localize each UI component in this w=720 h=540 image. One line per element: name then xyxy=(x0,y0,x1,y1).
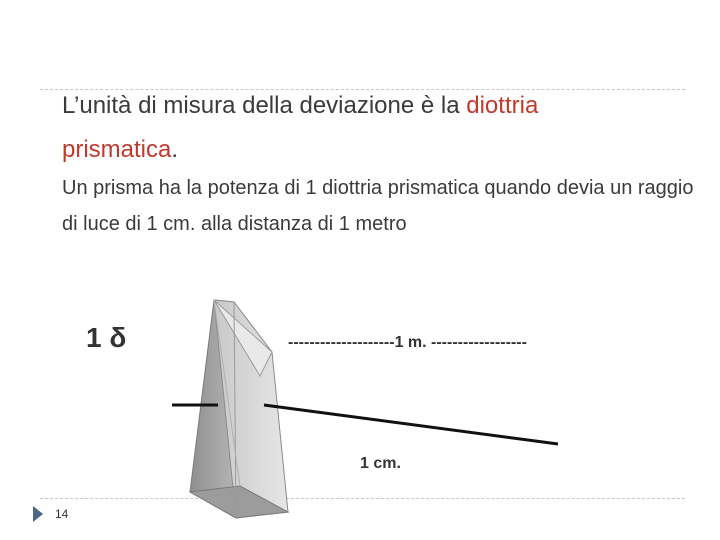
title-prefix: L’unità di misura della deviazione è la xyxy=(62,92,467,119)
prism-diopter-symbol: 1 δ xyxy=(86,322,127,353)
page-number: 14 xyxy=(55,507,69,521)
title-suffix: . xyxy=(171,136,179,163)
offset-label: 1 cm. xyxy=(360,455,401,472)
title-accent-diottria: diottria xyxy=(466,92,539,119)
slide-body-text: Un prisma ha la potenza di 1 diottria prismatica quando devia un raggio di luce di 1 cm. alla distanza di 1 metro xyxy=(62,177,694,235)
distance-label: --------------------1 m. ------------------ xyxy=(288,334,527,351)
title-accent-prismatica: prismatica xyxy=(62,136,172,163)
triangle-right-icon xyxy=(33,506,43,522)
prism-shape xyxy=(190,300,288,518)
deviated-ray xyxy=(264,405,558,444)
